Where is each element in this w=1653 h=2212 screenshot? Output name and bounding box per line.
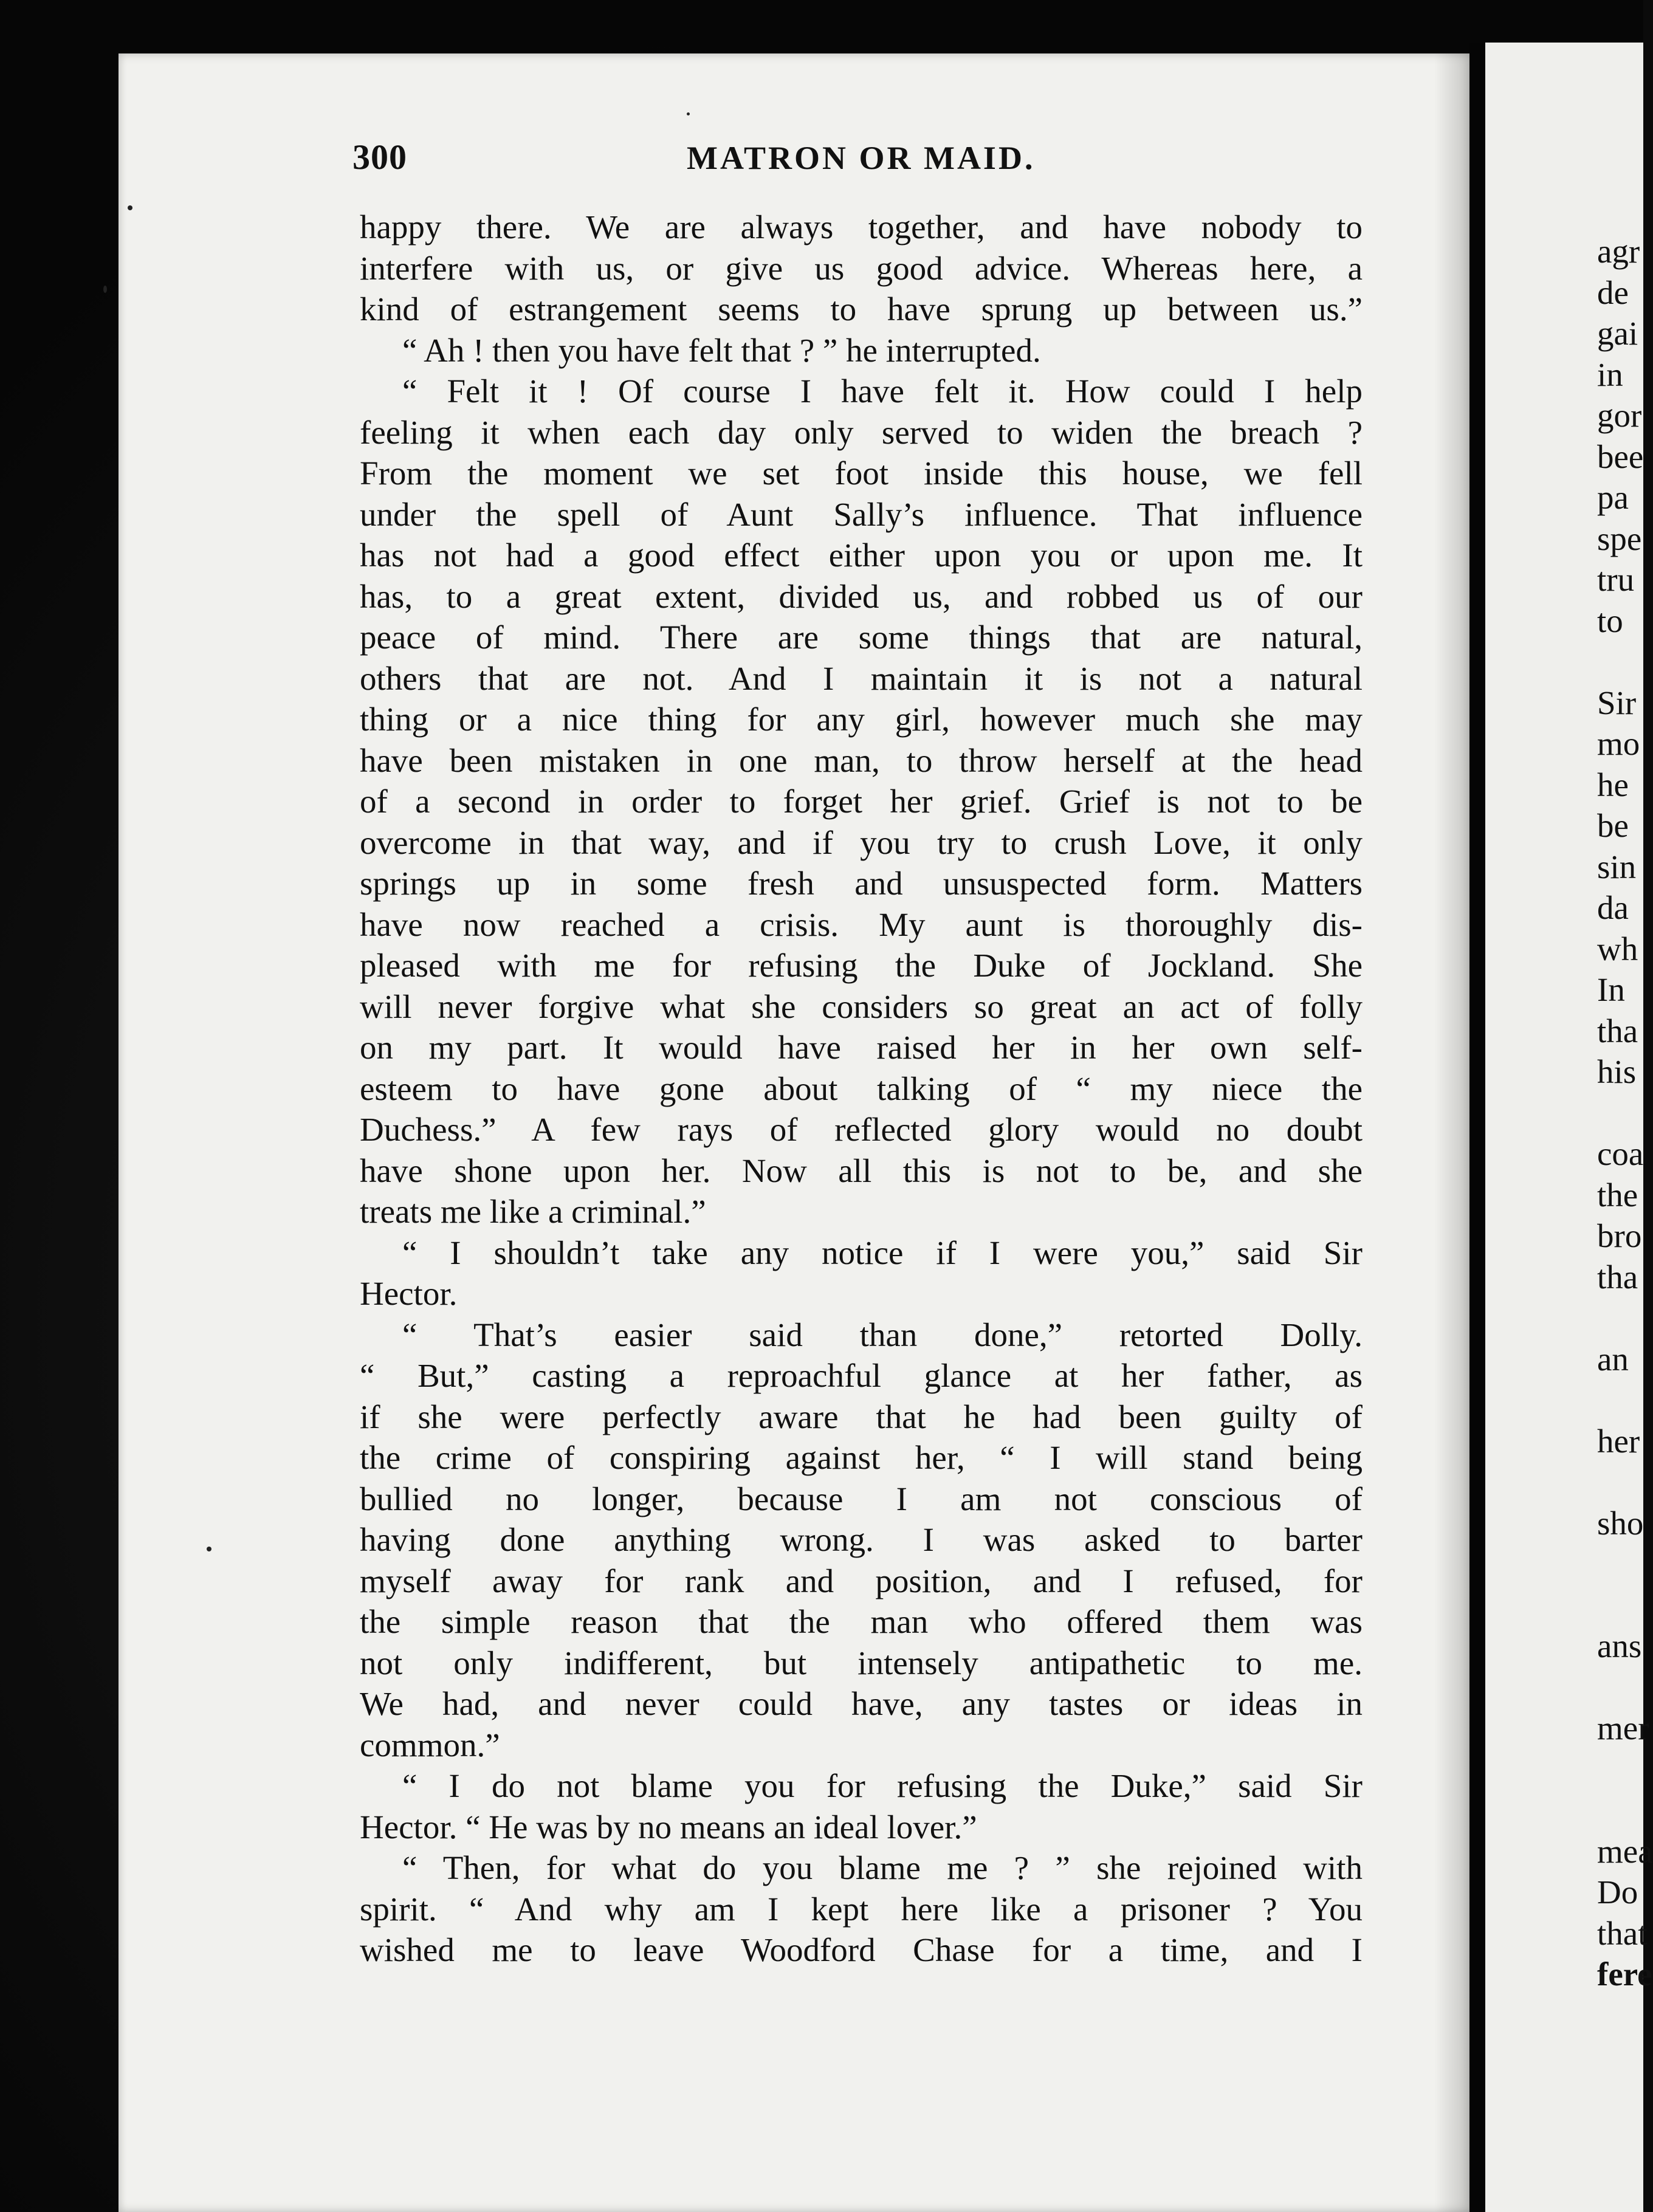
right-page-fragment: sin: [1597, 848, 1637, 885]
text-line: Hector.: [360, 1275, 458, 1312]
running-head: MATRON OR MAID.: [687, 140, 1036, 176]
text-line: Duchess.” A few rays of reflected glory would no doubt: [360, 1111, 1363, 1148]
text-line: under the spell of Aunt Sally’s influence. That influence: [360, 495, 1363, 533]
text-line: “ I do not blame you for refusing the Duke,” said Sir: [402, 1767, 1363, 1804]
page-number: 300: [352, 137, 407, 177]
text-line: pleased with me for refusing the Duke of Jockland. She: [360, 947, 1363, 984]
right-page-fragment: gor: [1597, 397, 1642, 434]
right-page-fragment: bro: [1597, 1217, 1642, 1254]
text-line: “ Felt it ! Of course I have felt it. How could I help: [402, 373, 1363, 410]
text-line: “ Then, for what do you blame me ? ” she rejoined with: [402, 1849, 1363, 1886]
text-line: happy there. We are always together, and have nobody to: [360, 208, 1363, 246]
right-page-fragment: his: [1597, 1053, 1637, 1090]
right-page-fragment: coa: [1597, 1135, 1644, 1172]
right-page-fragment: that: [1597, 1914, 1648, 1952]
text-line: “ I shouldn’t take any notice if I were you,” said Sir: [402, 1234, 1363, 1271]
right-page-fragment: wh: [1597, 930, 1638, 967]
right-page-fragment: [1597, 1544, 1653, 1585]
right-page-fragment: an: [1597, 1340, 1629, 1378]
right-page-fragment: da: [1597, 889, 1629, 926]
right-page-fragment: he: [1597, 766, 1629, 803]
text-line: will never forgive what she considers so great an act of folly: [360, 987, 1363, 1025]
right-page-fragment: her: [1597, 1422, 1640, 1460]
text-line: common.”: [360, 1726, 500, 1764]
text-line: others that are not. And I maintain it is not a natural: [360, 659, 1363, 697]
right-page-text: [1597, 231, 1653, 1995]
text-line: of a second in order to forget her grief. Grief is not to be: [360, 783, 1363, 820]
text-line: “ But,” casting a reproachful glance at her father, as: [360, 1357, 1363, 1394]
right-page-fragment: [1597, 641, 1653, 682]
page-fold-shadow: [1434, 53, 1469, 2212]
text-line: We had, and never could have, any tastes or ideas in: [360, 1685, 1363, 1722]
text-line: spirit. “ And why am I kept here like a prisoner ? You: [360, 1890, 1363, 1928]
right-page-fragment: to: [1597, 602, 1623, 639]
right-page-fragment: spe: [1597, 520, 1642, 557]
text-line: myself away for rank and position, and I refused, for: [360, 1562, 1363, 1599]
text-line: has not had a good effect either upon you or upon me. It: [360, 537, 1363, 574]
text-line: have now reached a crisis. My aunt is thoroughly dis-: [360, 905, 1363, 943]
body-text: [360, 207, 1363, 1971]
text-line: treats me like a criminal.”: [360, 1193, 706, 1230]
text-line: have shone upon her. Now all this is not to be, and she: [360, 1152, 1363, 1189]
text-line: kind of estrangement seems to have sprung up between us.”: [360, 290, 1363, 328]
text-line: has, to a great extent, divided us, and robbed us of our: [360, 577, 1363, 615]
text-line: if she were perfectly aware that he had been guilty of: [360, 1398, 1363, 1435]
text-line: overcome in that way, and if you try to crush Love, it only: [360, 823, 1363, 861]
scan-speck: [128, 205, 132, 210]
book-gutter: [1469, 43, 1485, 2212]
right-page-fragment: mer: [1597, 1709, 1649, 1747]
right-page-fragment: de: [1597, 273, 1629, 311]
right-page-fragment: Sir: [1597, 684, 1637, 721]
text-line: bullied no longer, because I am not conscious of: [360, 1480, 1363, 1517]
right-page-fragment: [1597, 1297, 1653, 1339]
right-page-fragment: the: [1597, 1176, 1638, 1214]
scan-speck: [687, 112, 690, 115]
right-page-fragment: [1597, 1749, 1653, 1790]
scan-speck: [103, 286, 107, 293]
right-page-fragment: mea: [1597, 1832, 1653, 1870]
right-page-fragment: ans: [1597, 1627, 1642, 1664]
right-page-fragment: [1597, 1585, 1653, 1626]
right-page-fragment: [1597, 1379, 1653, 1421]
text-line: having done anything wrong. I was asked to barter: [360, 1521, 1363, 1558]
scan-speck: [207, 1547, 211, 1551]
text-line: not only indifferent, but intensely antipathetic to me.: [360, 1644, 1363, 1681]
right-page-fragment: In: [1597, 971, 1625, 1008]
text-line: From the moment we set foot inside this house, we fell: [360, 455, 1363, 492]
text-line: thing or a nice thing for any girl, however much she may: [360, 701, 1363, 738]
right-page-fragment: [1597, 1461, 1653, 1503]
text-line: the simple reason that the man who offered them was: [360, 1603, 1363, 1640]
text-line: interfere with us, or give us good advice. Whereas here, a: [360, 249, 1363, 287]
text-line: esteem to have gone about talking of “ my niece the: [360, 1070, 1363, 1107]
right-page-fragment: bee: [1597, 438, 1644, 475]
text-line: on my part. It would have raised her in her own self-: [360, 1029, 1363, 1066]
text-line: “ Ah ! then you have felt that ? ” he interrupted.: [402, 331, 1041, 369]
text-line: wished me to leave Woodford Chase for a time, and I: [360, 1931, 1363, 1968]
text-line: peace of mind. There are some things that are natural,: [360, 619, 1363, 656]
right-page-fragment: [1597, 1667, 1653, 1708]
right-page-fragment: mo: [1597, 725, 1640, 762]
text-line: feeling it when each day only served to widen the breach ?: [360, 413, 1363, 451]
right-page-fragment: [1597, 1093, 1653, 1134]
right-page-fragment: sho: [1597, 1504, 1644, 1542]
right-page-fragment: tha: [1597, 1258, 1638, 1296]
right-page-fragment: Do: [1597, 1874, 1638, 1911]
text-line: springs up in some fresh and unsuspected form. Matters: [360, 865, 1363, 902]
right-page-fragment: gai: [1597, 315, 1638, 352]
text-line: “ That’s easier said than done,” retorted Dolly.: [402, 1316, 1363, 1353]
right-page-fragment: [1597, 1790, 1653, 1831]
text-line: Hector. “ He was by no means an ideal lover.”: [360, 1808, 977, 1846]
text-line: have been mistaken in one man, to throw herself at the head: [360, 741, 1363, 779]
right-page-fragment: agr: [1597, 233, 1640, 270]
right-page-fragment: tru: [1597, 561, 1635, 598]
right-page-fragment: pa: [1597, 479, 1629, 516]
right-page-fragment: fere: [1597, 1956, 1652, 1993]
page-header: [352, 137, 1507, 204]
text-line: the crime of conspiring against her, “ I will stand being: [360, 1439, 1363, 1476]
right-page-fragment: be: [1597, 807, 1629, 844]
right-page-fragment: in: [1597, 355, 1623, 393]
right-page-fragment: tha: [1597, 1012, 1638, 1049]
